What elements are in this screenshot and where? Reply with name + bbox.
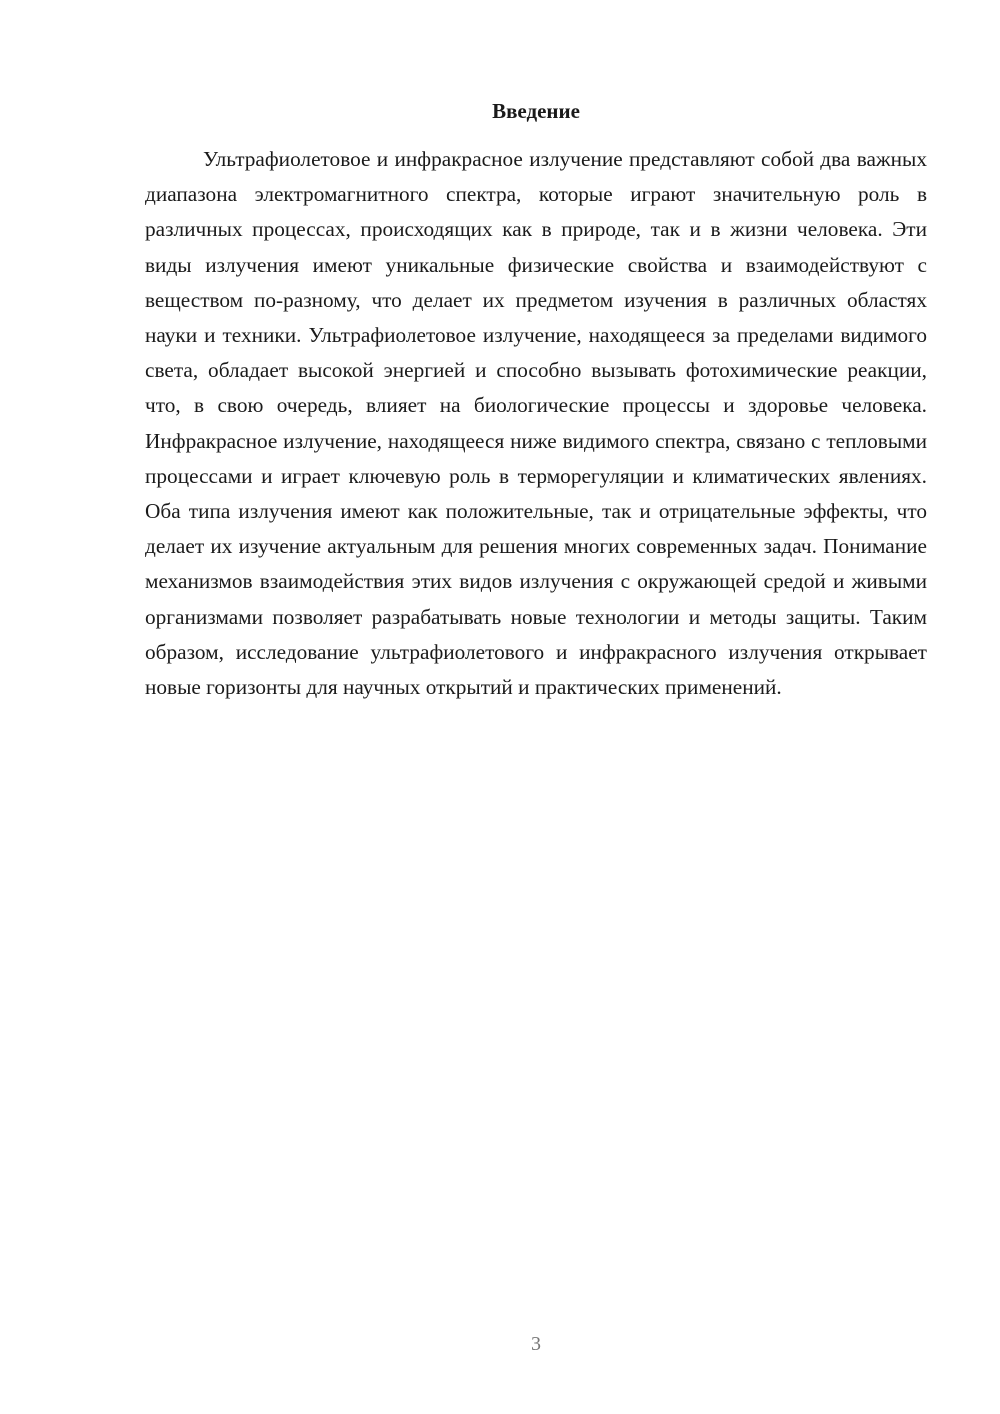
- body-paragraph: Ультрафиолетовое и инфракрасное излучение представляют собой два важных диапазона электромагнитного спектра, которые играют значительную роль в различных процессах, происходящих как в природе, так и в жизни человека. Эти виды излучения имеют уникальные физические свойства и взаимодействуют с веществом по-разному, что делает их предметом изучения в различных областях науки и техники. Ультрафиолетовое излучение, находящееся за пределами видимого света, обладает высокой энергией и способно вызывать фотохимические реакции, что, в свою очередь, влияет на биологические процессы и здоровье человека. Инфракрасное излучение, находящееся ниже видимого спектра, связано с тепловыми процессами и играет ключевую роль в терморегуляции и климатических явлениях. Оба типа излучения имеют как положительные, так и отрицательные эффекты, что делает их изучение актуальным для решения многих современных задач. Понимание механизмов взаимодействия этих видов излучения с окружающей средой и живыми организмами позволяет разрабатывать новые технологии и методы защиты. Таким образом, исследование ультрафиолетового и инфракрасного излучения открывает новые горизонты для научных открытий и практических применений.: [145, 147, 927, 700]
- section-heading: Введение: [492, 99, 580, 123]
- page-number: 3: [531, 1333, 541, 1355]
